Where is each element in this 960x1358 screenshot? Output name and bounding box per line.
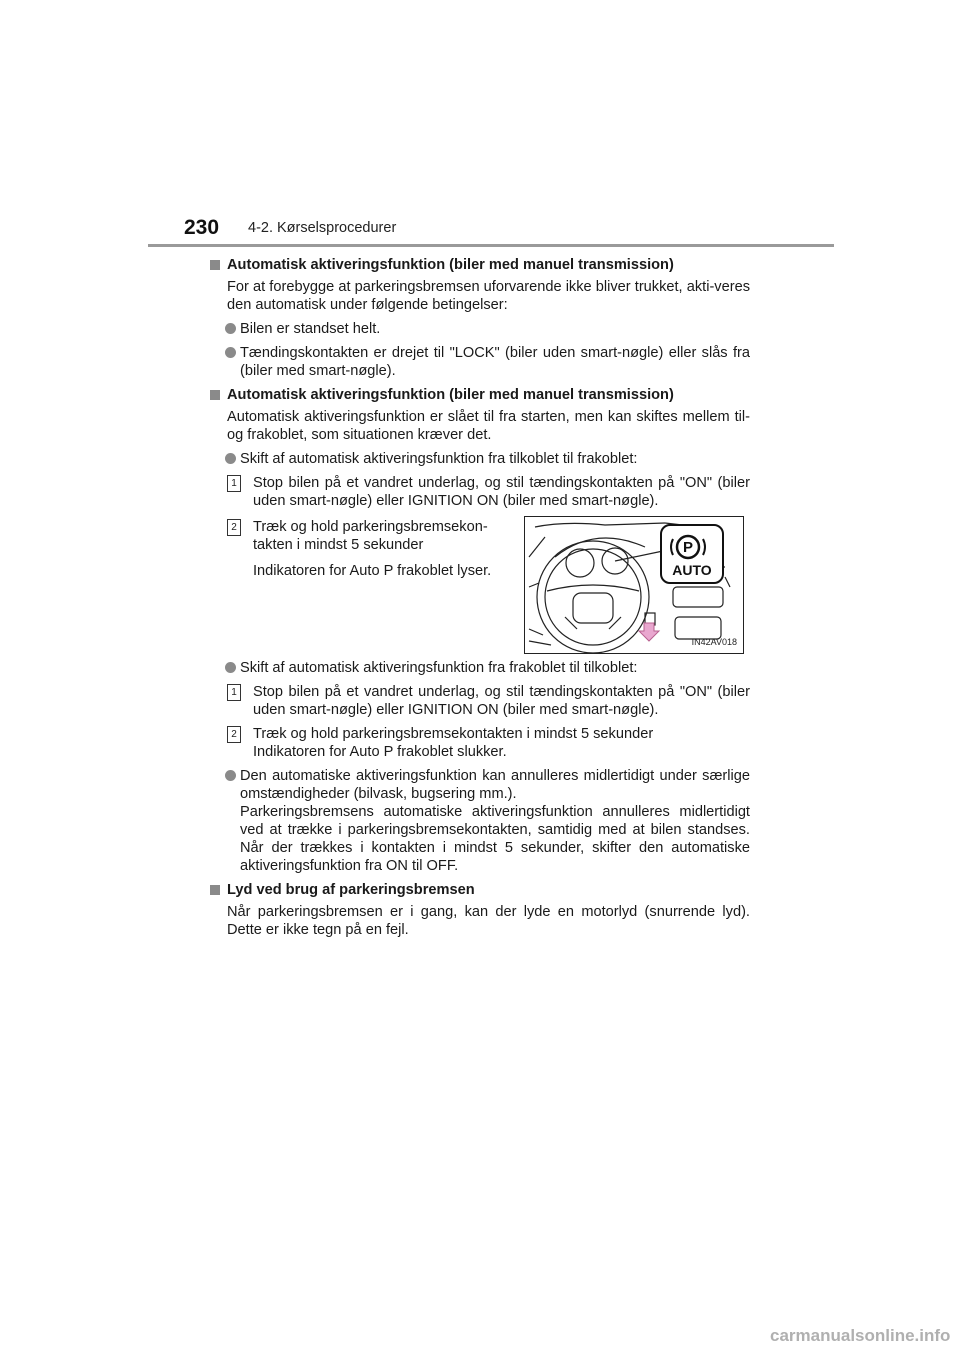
round-bullet-icon [225,347,236,358]
step-text: Træk og hold parkeringsbremsekon-takten i mindst 5 sekunder [253,519,488,553]
step-note: Indikatoren for Auto P frakoblet lyser. [253,563,492,579]
list-item: Skift af automatisk aktiveringsfunktion fra frakoblet til tilkoblet: [210,659,750,677]
step-item: 2 Træk og hold parkeringsbremsekontakten i mindst 5 sekunder Indikatoren for Auto P frakoblet slukker. [210,725,750,761]
step-item: 1 Stop bilen på et vandret underlag, og stil tændingskontakten på "ON" (biler uden smart-nøgle) eller IGNITION ON (biler med smart-nøgle). [210,474,750,510]
step-number: 2 [227,726,241,743]
indicator-auto-label: AUTO [672,562,712,578]
section-heading: Automatisk aktiveringsfunktion (biler med manuel transmission) [210,386,750,404]
round-bullet-icon [225,323,236,334]
round-bullet-icon [225,453,236,464]
dashboard-illustration [524,516,744,654]
list-item: Bilen er standset helt. [210,320,750,338]
round-bullet-icon [225,662,236,673]
pull-arrow-icon [639,623,659,641]
list-item: Den automatiske aktiveringsfunktion kan annulleres midlertidigt under særlige omstændigheder (bilvask, bugsering mm.). Parkeringsbremsens automatiske aktiveringsfunktion annulleres midlertidigt ved at trække i parkeringsbremsekontakten, samtidig med at bilen standses. Når der trækkes i kontakten i mindst 5 sekunder, skifter den automatiske aktiveringsfunktion fra ON til OFF. [210,767,750,875]
section-heading: Lyd ved brug af parkeringsbremsen [210,881,750,899]
step-number: 1 [227,684,241,701]
header-rule [148,244,834,247]
list-item: Tændingskontakten er drejet til "LOCK" (biler uden smart-nøgle) eller slås fra (biler med smart-nøgle). [210,344,750,380]
page-content [210,254,750,939]
list-item: Skift af automatisk aktiveringsfunktion fra tilkoblet til frakoblet: [210,450,750,468]
square-bullet-icon [210,885,220,895]
round-bullet-icon [225,770,236,781]
section-title: 4-2. Kørselsprocedurer [248,220,397,236]
square-bullet-icon [210,390,220,400]
section-intro: Automatisk aktiveringsfunktion er slået til fra starten, men kan skiftes mellem til- og frakoblet, som situationen kræver det. [227,409,750,443]
step-number: 1 [227,475,241,492]
page-header [184,216,834,246]
square-bullet-icon [210,260,220,270]
figure-code: IN42AV018 [691,637,737,647]
section-intro: Når parkeringsbremsen er i gang, kan der lyde en motorlyd (snurrende lyd). Dette er ikke tegn på en fejl. [227,904,750,938]
section-intro: For at forebygge at parkeringsbremsen uforvarende ikke bliver trukket, akti-veres den automatisk under følgende betingelser: [227,279,750,313]
watermark-text: carmanualsonline.info [770,1326,951,1345]
step-note: Indikatoren for Auto P frakoblet slukker. [253,744,507,760]
indicator-p-label: P [682,539,694,556]
page-number: 230 [184,216,220,239]
step-with-figure [210,514,750,657]
step-number: 2 [227,519,241,536]
step-item: 1 Stop bilen på et vandret underlag, og stil tændingskontakten på "ON" (biler uden smart-nøgle) eller IGNITION ON (biler med smart-nøgle). [210,683,750,719]
section-heading: Automatisk aktiveringsfunktion (biler med manuel transmission) [210,256,750,274]
